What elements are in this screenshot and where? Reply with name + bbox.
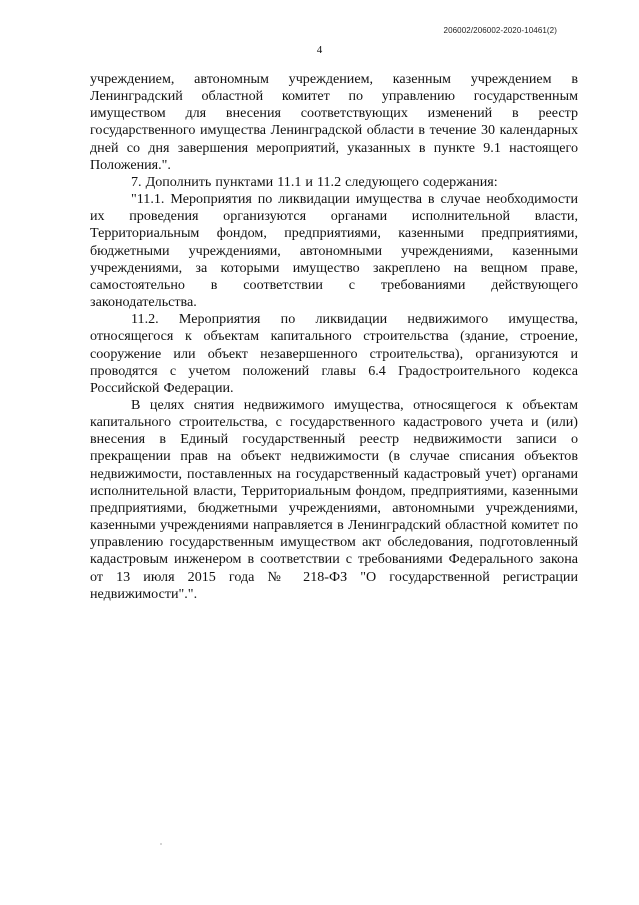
paragraph-continuation: учреждением, автономным учреждением, казенным учреждением в Ленинградский областной комитет по управлению государственным имуществом для внесения соответствующих изменений в реестр государственного имущества Ленинградской области в течение 30 календарных дней со дня завершения мероприятий, указанных в пункте 9.1 настоящего Положения.". <box>90 71 578 173</box>
scan-speck <box>160 843 162 845</box>
paragraph-11-2: 11.2. Мероприятия по ликвидации недвижимого имущества, относящегося к объектам капитального строительства (здание, строение, сооружение или объект незавершенного строительства), организуются и проводятся с учетом положений главы 6.4 Градостроительного кодекса Российской Федерации. <box>90 311 578 396</box>
document-body <box>90 71 578 603</box>
paragraph-11-1: "11.1. Мероприятия по ликвидации имущества в случае необходимости их проведения организуются органами исполнительной власти, Территориальным фондом, предприятиями, казенными предприятиями, бюджетными учреждениями, автономными учреждениями, казенными учреждениями, за которыми имущество закреплено на вещном праве, самостоятельно в соответствии с требованиями действующего законодательства. <box>90 191 578 311</box>
paragraph-item-7: 7. Дополнить пунктами 11.1 и 11.2 следующего содержания: <box>131 173 498 190</box>
page-number: 4 <box>316 44 323 56</box>
paragraph-cadastral-removal: В целях снятия недвижимого имущества, относящегося к объектам капитального строительства, с государственного кадастрового учета и (или) внесения в Единый государственный реестр недвижимости записи о прекращении прав на объект недвижимости (в случае списания объектов недвижимости, поставленных на государственный кадастровый учет) органами исполнительной власти, Территориальным фондом, предприятиями, казенными предприятиями, бюджетными учреждениями, автономными учреждениями, казенными учреждениями направляется в Ленинградский областной комитет по управлению государственным имуществом акт обследования, подготовленный кадастровым инженером в соответствии с требованиями Федерального закона от 13 июля 2015 года № 218-ФЗ "О государственной регистрации недвижимости".". <box>90 396 578 602</box>
document-id: 206002/206002-2020-10461(2) <box>443 26 557 35</box>
